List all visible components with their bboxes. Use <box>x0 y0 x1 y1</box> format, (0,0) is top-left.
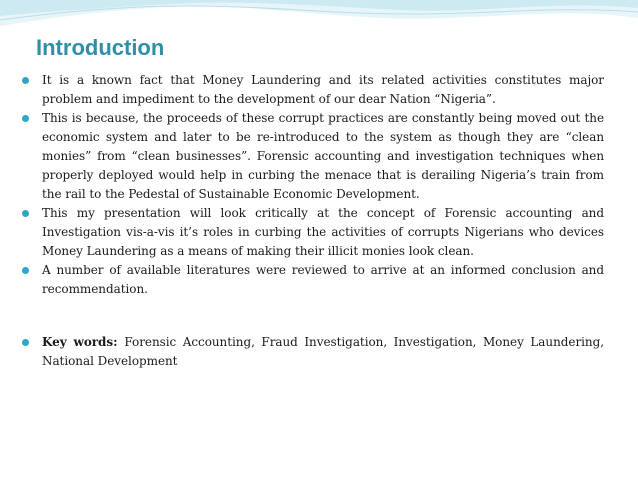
bullet-item <box>20 261 604 299</box>
bullet-text: It is a known fact that Money Laundering and its related activities constitutes major problem and impediment to the development of our dear Nation “Nigeria”. <box>42 73 604 106</box>
bullet-dot-icon <box>22 210 29 217</box>
bullet-text: This is because, the proceeds of these corrupt practices are constantly being moved out the economic system and later to be re-introduced to the system as though they are “clean monies” from “clean businesses”. Forensic accounting and investigation techniques when properly deployed would help in curbing the menace that is derailing Nigeria’s train from the rail to the Pedestal of Sustainable Economic Development. <box>42 111 604 201</box>
bullet-item <box>20 71 604 109</box>
bullet-text: This my presentation will look critically at the concept of Forensic accounting and Investigation vis-a-vis it’s roles in curbing the activities of corrupts Nigerians who devices Money Laundering as a means of making their illicit monies look clean. <box>42 206 604 258</box>
bullet-item <box>20 204 604 261</box>
keywords-label: Key words: <box>42 335 125 349</box>
keywords-item <box>20 333 604 371</box>
bullet-dot-icon <box>22 77 29 84</box>
bullet-dot-icon <box>22 115 29 122</box>
bullet-list <box>20 71 604 371</box>
bullet-dot-icon <box>22 267 29 274</box>
bullet-item <box>20 109 604 204</box>
keywords-text: Forensic Accounting, Fraud Investigation, Investigation, Money Laundering, National Development <box>42 335 604 368</box>
bullet-text: A number of available literatures were reviewed to arrive at an informed conclusion and recommendation. <box>42 263 604 296</box>
bullet-dot-icon <box>22 339 29 346</box>
spacer <box>20 299 604 333</box>
slide-title: Introduction <box>36 35 165 60</box>
